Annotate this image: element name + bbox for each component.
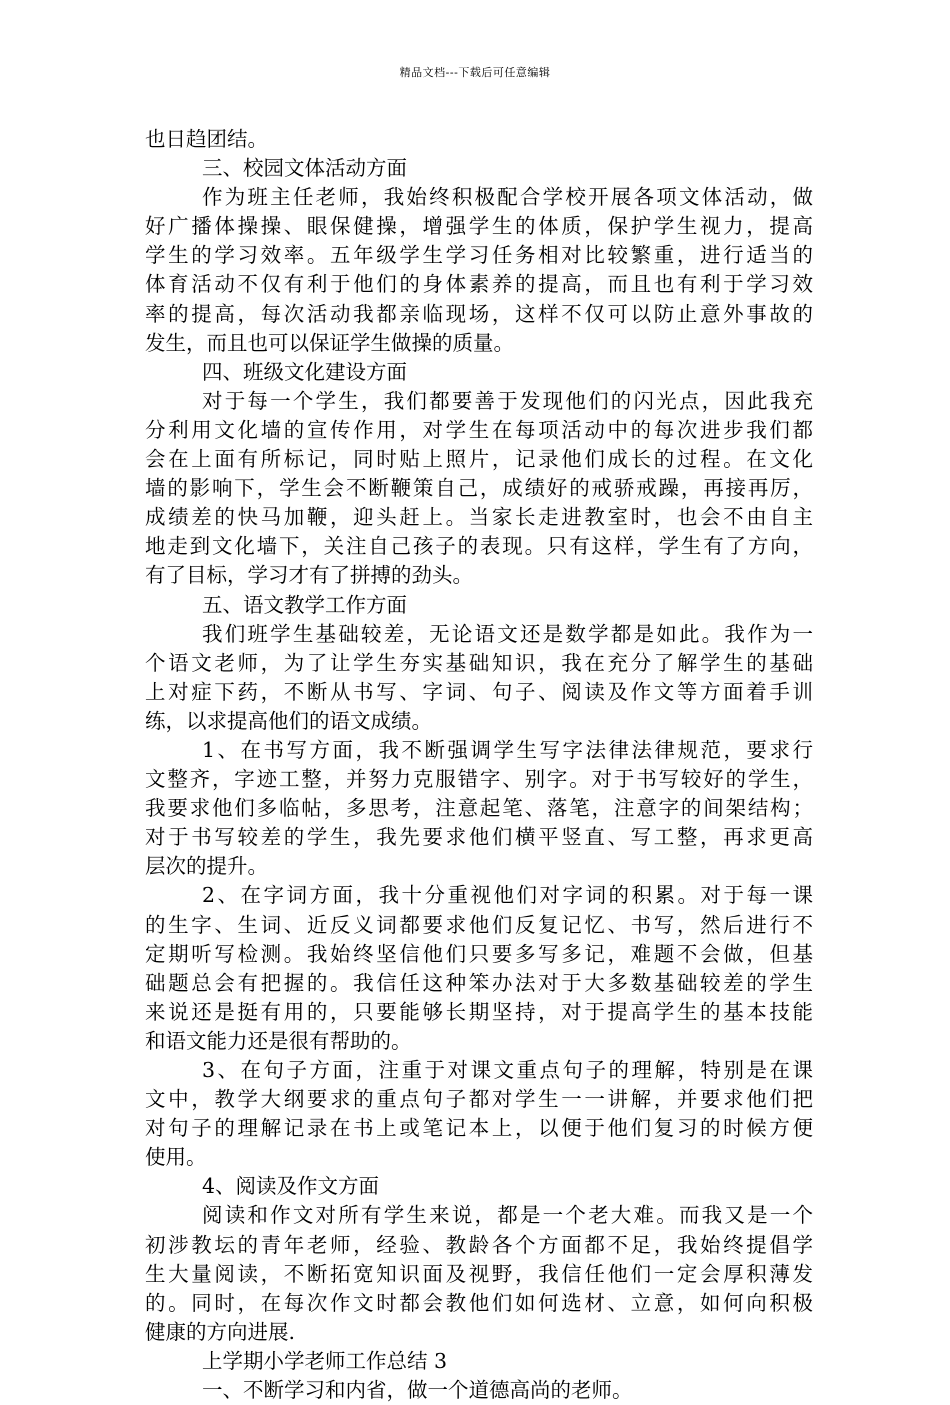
text-line: 来说还是挺有用的，只要能够长期坚持，对于提高学生的基本技能 <box>145 999 813 1024</box>
text-line: 上对症下药，不断从书写、字词、句子、阅读及作文等方面着手训 <box>145 679 813 704</box>
text-line: 生大量阅读，不断拓宽知识面及视野，我信任他们一定会厚积薄发 <box>145 1261 813 1286</box>
text-line: 2、在字词方面，我十分重视他们对字词的积累。对于每一课 <box>202 883 813 908</box>
text-line: 地走到文化墙下，关注自己孩子的表现。只有这样，学生有了方向， <box>145 534 813 559</box>
text-line: 对于每一个学生，我们都要善于发现他们的闪光点，因此我充 <box>202 388 813 413</box>
page-header: 精品文档---下载后可任意编辑 <box>399 66 551 79</box>
text-line: 体育活动不仅有利于他们的身体素养的提高，而且也有利于学习效 <box>145 272 813 297</box>
text-line: 健康的方向进展. <box>145 1319 296 1344</box>
text-line: 1、在书写方面，我不断强调学生写字法律法律规范，要求行 <box>202 737 813 762</box>
text-line: 使用。 <box>145 1145 207 1170</box>
text-line: 的。同时，在每次作文时都会教他们如何选材、立意，如何向积极 <box>145 1290 813 1315</box>
text-line: 定期听写检测。我始终坚信他们只要多写多记，难题不会做，但基 <box>145 941 813 966</box>
text-line: 练，以求提高他们的语文成绩。 <box>145 708 432 733</box>
text-line: 五、语文教学工作方面 <box>202 592 407 617</box>
text-line: 文整齐，字迹工整，并努力克服错字、别字。对于书写较好的学生， <box>145 767 813 792</box>
text-line: 的生字、生词、近反义词都要求他们反复记忆、书写，然后进行不 <box>145 912 813 937</box>
text-line: 学生的学习效率。五年级学生学习任务相对比较繁重，进行适当的 <box>145 243 813 268</box>
text-line: 四、班级文化建设方面 <box>202 359 407 384</box>
text-line: 层次的提升。 <box>145 854 268 879</box>
text-line: 4、阅读及作文方面 <box>202 1174 380 1199</box>
text-line: 墙的影响下，学生会不断鞭策自己，成绩好的戒骄戒躁，再接再厉， <box>145 476 813 501</box>
text-line: 个语文老师，为了让学生夯实基础知识，我在充分了解学生的基础 <box>145 650 813 675</box>
text-line: 阅读和作文对所有学生来说，都是一个老大难。而我又是一个 <box>202 1203 813 1228</box>
text-line: 好广播体操操、眼保健操，增强学生的体质，保护学生视力，提高 <box>145 214 813 239</box>
text-line: 发生，而且也可以保证学生做操的质量。 <box>145 330 514 355</box>
text-line: 3、在句子方面，注重于对课文重点句子的理解，特别是在课 <box>202 1058 813 1082</box>
text-line: 成绩差的快马加鞭，迎头赶上。当家长走进教室时，也会不由自主 <box>145 505 813 530</box>
text-line: 和语文能力还是很有帮助的。 <box>145 1028 412 1053</box>
text-line: 一、不断学习和内省，做一个道德高尚的老师。 <box>202 1378 633 1403</box>
text-line: 对句子的理解记录在书上或笔记本上，以便于他们复习的时候方便 <box>145 1116 813 1141</box>
text-line: 作为班主任老师，我始终积极配合学校开展各项文体活动，做 <box>202 185 813 210</box>
text-line: 文中，教学大纲要求的重点句子都对学生一一讲解，并要求他们把 <box>145 1087 813 1112</box>
text-line: 也日趋团结。 <box>145 127 268 151</box>
text-line: 分利用文化墙的宣传作用，对学生在每项活动中的每次进步我们都 <box>145 417 813 442</box>
text-line: 上学期小学老师工作总结 3 <box>202 1348 448 1373</box>
text-line: 我们班学生基础较差，无论语文还是数学都是如此。我作为一 <box>202 621 813 646</box>
text-line: 我要求他们多临帖，多思考，注意起笔、落笔，注意字的间架结构； <box>145 796 813 821</box>
text-line: 率的提高，每次活动我都亲临现场，这样不仅可以防止意外事故的 <box>145 301 813 326</box>
text-line: 三、校园文体活动方面 <box>202 156 407 181</box>
text-line: 对于书写较差的学生，我先要求他们横平竖直、写工整，再求更高 <box>145 825 813 850</box>
text-line: 础题总会有把握的。我信任这种笨办法对于大多数基础较差的学生 <box>145 970 813 995</box>
text-line: 有了目标，学习才有了拼搏的劲头。 <box>145 563 473 588</box>
document-body <box>145 125 813 1405</box>
text-line: 会在上面有所标记，同时贴上照片，记录他们成长的过程。在文化 <box>145 447 813 472</box>
text-line: 初涉教坛的青年老师，经验、教龄各个方面都不足，我始终提倡学 <box>145 1232 813 1257</box>
